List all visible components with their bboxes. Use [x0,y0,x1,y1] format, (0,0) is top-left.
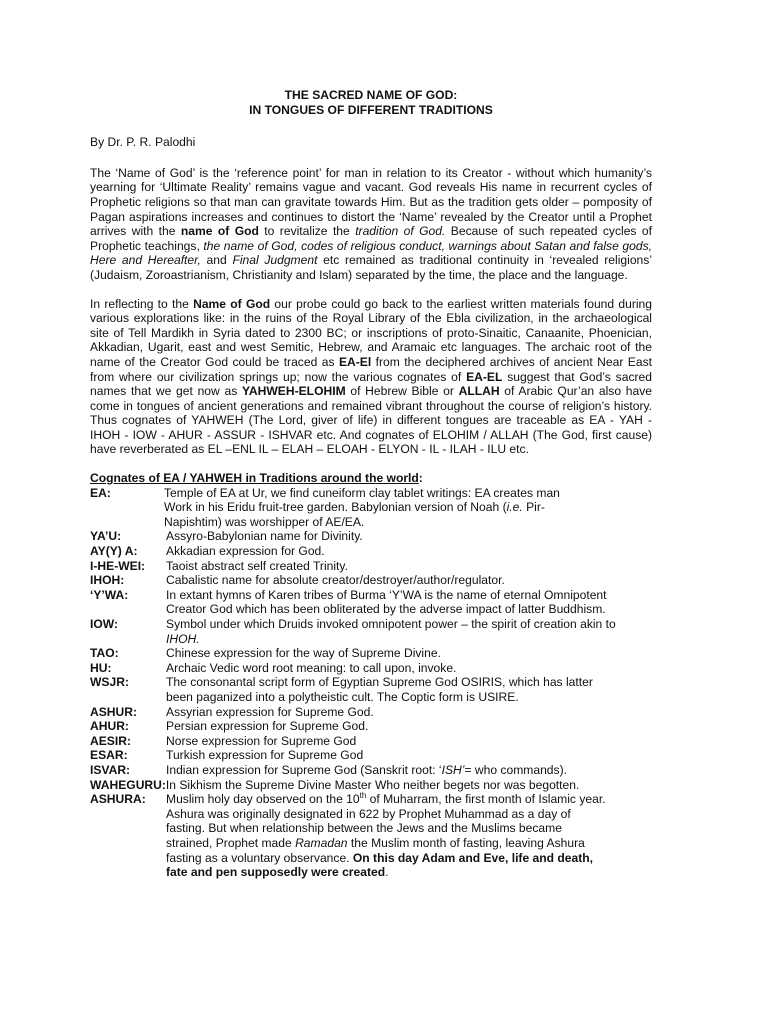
text-run: YAHWEH-ELOHIM [241,384,346,399]
cognate-entry [90,719,652,734]
text-run: Akkadian expression for God. [166,544,325,559]
title-line-2: IN TONGUES OF DIFFERENT TRADITIONS [249,102,493,117]
text-run: fate and pen supposedly were created [166,865,386,880]
cognate-term: ISVAR: [90,762,131,777]
cognate-definition [166,544,652,559]
text-run: Name of God [193,296,271,311]
text-run: In extant hymns of Karen tribes of Burma ‘Y’WA is the name of eternal Omnipotent [166,587,607,602]
cognate-definition [166,617,652,646]
cognate-term: WAHEGURU: [90,777,166,792]
text-run: Final Judgment [232,253,318,268]
intro-paragraph [90,166,652,283]
cognate-term: ESAR: [90,748,128,763]
cognate-term: AESIR: [90,733,131,748]
text-run: and [200,253,233,268]
text-run: = who commands). [464,762,567,777]
text-run: Assyrian expression for Supreme God. [166,704,374,719]
cognate-entry [90,792,652,880]
cognate-definition [166,705,652,720]
text-run: Ashura was originally designated in 622 by Prophet Muhammad as a day of [166,806,571,821]
text-run: Indian expression for Supreme God (Sanskrit root: ‘ [166,762,442,777]
text-run: Taoist abstract self created Trinity. [166,558,348,573]
cognate-definition [166,792,652,880]
cognate-entry [90,486,652,530]
text-run: Creator God which has been obliterated by the adverse impact of latter Buddhism. [166,602,606,617]
cognate-term: AHUR: [90,719,129,734]
cognate-term: YA’U: [90,529,122,544]
cognate-term: WSJR: [90,675,129,690]
cognate-definition [166,748,652,763]
definition-line [166,792,652,807]
cognate-term: ASHUR: [90,704,138,719]
text-run: ISH’ [441,762,465,777]
text-run: name of God [180,224,259,239]
cognate-entry [90,544,652,559]
definition-line [164,486,652,501]
cognate-definition [166,763,652,778]
cognate-term: I-HE-WEI: [90,558,146,573]
text-run: Norse expression for Supreme God [166,733,357,748]
cognate-entry [90,617,652,646]
cognate-entry [90,734,652,749]
text-run: The consonantal script form of Egyptian Supreme God OSIRIS, which has latter [166,675,593,690]
text-run: The ‘Name of God’ is the ‘reference point’ for man in relation to its Creator - without which humanity’s yearning for ‘Ultimate Reality’ remains vague and vacant. God reveals His name in recurrent cycles of Prophetic religions so that man can gravitate towards Him. But as the tradition gets older – pomposity of Pagan aspirations increases and continues to distort the ‘Name’ revealed by the Creator until a Prophet arrives with the [90,165,652,239]
definition-line [166,529,652,544]
cognate-definition [166,719,652,734]
text-run: Turkish expression for Supreme God [166,748,364,763]
text-run: EA-EL [466,369,503,384]
definition-line [166,807,652,822]
text-run: Temple of EA at Ur, we find cuneiform clay tablet writings: EA creates man [164,485,560,500]
text-run: tradition of God. [355,224,446,239]
text-run: th [359,791,367,801]
cognate-entry [90,559,652,574]
definition-line [166,836,652,851]
cognate-entry [90,661,652,676]
cognate-definition [166,734,652,749]
text-run: fasting as a voluntary observance. [166,850,353,865]
cognate-entry [90,588,652,617]
text-run: the Muslim month of fasting, leaving Ashura [347,835,585,850]
text-run: Pir- [522,500,545,515]
text-run: Symbol under which Druids invoked omnipotent power – the spirit of creation akin to [166,617,616,631]
text-run: Cabalistic name for absolute creator/destroyer/author/regulator. [166,573,505,588]
cognate-definition [166,675,652,704]
text-run: suggest that God’s sacred names that we get now as [90,369,652,399]
text-run: from the deciphered archives of ancient Near East from where our civilization springs up; now the various cognates of [90,354,652,384]
text-run: i.e. [506,500,523,515]
text-run: the name of God, codes of religious conduct, warnings about Satan and false gods, Here and Hereafter, [90,238,652,268]
definition-line [166,748,652,763]
cognate-term: ASHURA: [90,792,146,807]
cognates-list [90,486,652,880]
cognate-definition [166,588,652,617]
definition-line [166,559,652,574]
text-run: strained, Prophet made [166,835,296,850]
definition-line [166,646,652,661]
definition-line [166,617,652,632]
cognate-entry [90,573,652,588]
text-run: Muslim holy day observed on the 10 [166,792,360,807]
cognate-definition [166,778,652,793]
text-run: Chinese expression for the way of Supreme Divine. [166,646,441,661]
definition-line [166,573,652,588]
text-run: Ramadan [295,835,348,850]
text-run: etc remained as traditional continuity in ‘revealed religions’ (Judaism, Zoroastrianism, Christianity and Islam) separated by the time, the place and the language. [90,253,653,282]
text-run: In Sikhism the Supreme Divine Master Who neither begets nor was begotten. [165,777,580,792]
text-run: Napishtim) was worshipper of AE/EA. [164,514,365,529]
definition-line [164,515,652,530]
text-run: Because of such repeated cycles of Prophetic teachings, [90,224,652,253]
definition-line [166,705,652,720]
definition-line [166,661,652,676]
definition-line [166,632,652,647]
cognate-entry [90,763,652,778]
definition-line [166,588,652,603]
document-title [90,88,652,117]
text-run: Persian expression for Supreme God. [166,719,369,734]
definition-line [166,544,652,559]
author-byline: By Dr. P. R. Palodhi [90,135,196,150]
text-run: EA-El [338,354,372,369]
definition-line [166,675,652,690]
text-run: Archaic Vedic word root meaning: to call upon, invoke. [166,660,457,675]
definition-line [166,719,652,734]
document-page [90,88,652,880]
cognate-entry [90,675,652,704]
text-run: been paganized into a polytheistic cult. The Coptic form is USIRE. [166,689,519,704]
text-run: of Muharram, the first month of Islamic year. [366,792,606,807]
cognate-term: HU: [90,660,112,675]
text-run: Work in his Eridu fruit-tree garden. Babylonian version of Noah ( [164,500,507,515]
cognate-definition [166,646,652,661]
cognate-entry [90,529,652,544]
cognate-term: EA: [90,485,111,500]
cognate-entry [90,705,652,720]
cognate-term: TAO: [90,646,119,661]
cognate-term: IHOH: [90,573,125,588]
definition-line [166,690,652,705]
title-line-1: THE SACRED NAME OF GOD: [284,88,458,102]
text-run: of Hebrew Bible or [345,384,459,399]
section-heading-text: Cognates of EA / YAHWEH in Traditions around the world [90,471,419,486]
cognate-definition [166,573,652,588]
cognate-term: ‘Y’WA: [90,587,129,602]
definition-line [166,865,652,880]
text-run: our probe could go back to the earliest written materials found during various explorations like: in the ruins of the Royal Library of the Ebla civilization, in the archaeological site of Tell Mardikh in Syria dated to 2300 BC; or inscriptions of proto-Sinaitic, Canaanite, Phoenician, Akkadian, Ugarit, east and west Semitic, Hebrew, and Aramaic etc languages. The archaic root of the name of the Creator God could be traced as [90,296,653,369]
cognate-term: AY(Y) A: [90,544,138,559]
text-run: fasting. But when relationship between the Jews and the Muslims became [166,821,562,836]
definition-line [166,851,652,866]
text-run: On this day Adam and Eve, life and death, [352,850,594,865]
name-of-god-paragraph [90,297,652,458]
text-run: of Arabic Qur’an also have come in tongues of ancient generations and remained vibrant throughout the course of religion’s history. Thus cognates of YAHWEH (The Lord, giver of life) in different tongues are traceable as EA - YAH - IHOH - IOW - AHUR - ASSUR - ISHVAR etc. And cognates of ELOHIM / ALLAH (The God, first cause) have reverberated as EL –ENL IL – ELAH – ELOAH - ELYON - IL - ILAH - ILU etc. [90,384,652,457]
cognate-definition [166,529,652,544]
definition-line [166,734,652,749]
text-run: IHOH. [166,631,200,646]
definition-line [166,763,652,778]
section-heading [90,471,652,486]
definition-line [166,778,652,793]
definition-line [166,821,652,836]
cognate-entry [90,646,652,661]
cognate-definition [166,661,652,676]
cognate-term: IOW: [90,617,118,631]
text-run: to revitalize the [258,224,356,239]
text-run: In reflecting to the [90,296,194,311]
cognate-entry [90,778,652,793]
text-run: ALLAH [458,384,500,399]
cognate-definition [166,559,652,574]
text-run: . [385,865,389,880]
text-run: Assyro-Babylonian name for Divinity. [166,529,363,544]
section-heading-colon: : [418,471,423,486]
definition-line [164,500,652,515]
cognate-definition [164,486,652,530]
cognate-entry [90,748,652,763]
definition-line [166,602,652,617]
